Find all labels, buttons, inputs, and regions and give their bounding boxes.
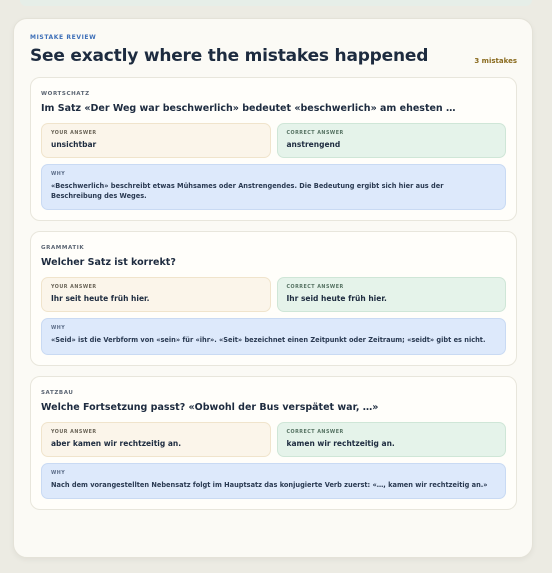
mistake-card	[30, 77, 517, 221]
mistake-card	[30, 376, 517, 510]
correct-answer-value: anstrengend	[286, 140, 341, 149]
why-label: WHY	[51, 326, 66, 332]
your-answer-box	[41, 422, 271, 457]
correct-answer-label: CORRECT ANSWER	[286, 429, 344, 435]
your-answer-value: unsichtbar	[51, 140, 97, 149]
your-answer-label: YOUR ANSWER	[51, 131, 97, 136]
your-answer-value: Ihr seit heute früh hier.	[51, 294, 150, 304]
section-eyebrow: MISTAKE REVIEW	[30, 34, 97, 41]
why-explanation: «Beschwerlich» beschreibt etwas Mühsames oder Anstrengendes. Die Bedeutung ergibt sich hier aus der Beschreibung des Weges.	[51, 182, 444, 201]
your-answer-label: YOUR ANSWER	[51, 285, 97, 291]
why-box	[41, 463, 506, 499]
top-strip	[20, 0, 532, 6]
answers-row	[41, 123, 506, 158]
mistake-question: Welcher Satz ist korrekt?	[41, 257, 176, 269]
why-box	[41, 318, 506, 354]
mistake-category: SATZBAU	[41, 389, 74, 396]
correct-answer-value: Ihr seid heute früh hier.	[286, 294, 387, 304]
answers-row	[41, 277, 506, 312]
mistake-question: Im Satz «Der Weg war beschwerlich» bedeutet «beschwerlich» am ehesten …	[41, 103, 456, 114]
mistake-question: Welche Fortsetzung passt? «Obwohl der Bus verspätet war, …»	[41, 401, 379, 413]
why-label: WHY	[51, 470, 66, 476]
correct-answer-label: CORRECT ANSWER	[286, 285, 344, 291]
your-answer-box	[41, 277, 271, 312]
answers-row	[41, 422, 506, 457]
your-answer-value: aber kamen wir rechtzeitig an.	[51, 438, 182, 448]
mistake-category: WORTSCHATZ	[41, 91, 90, 97]
correct-answer-value: kamen wir rechtzeitig an.	[286, 438, 395, 448]
correct-answer-box	[277, 422, 507, 457]
why-explanation: Nach dem vorangestellten Nebensatz folgt im Hauptsatz das konjugierte Verb zuerst: «…, kamen wir rechtzeitig an.»	[51, 480, 488, 489]
why-box	[41, 164, 506, 210]
mistake-card	[30, 231, 517, 365]
your-answer-label: YOUR ANSWER	[51, 429, 97, 435]
page-title: See exactly where the mistakes happened	[30, 46, 429, 66]
mistake-count-badge: 3 mistakes	[474, 57, 517, 65]
correct-answer-label: CORRECT ANSWER	[286, 131, 344, 136]
mistake-review-panel	[13, 18, 533, 558]
why-explanation: «Seid» ist die Verbform von «sein» für «ihr». «Seit» bezeichnet einen Zeitpunkt oder Zeitraum; «seidt» gibt es nicht.	[51, 336, 486, 345]
correct-answer-box	[277, 123, 507, 158]
your-answer-box	[41, 123, 271, 158]
correct-answer-box	[277, 277, 507, 312]
mistake-category: GRAMMATIK	[41, 245, 85, 252]
title-row	[30, 46, 517, 66]
why-label: WHY	[51, 172, 66, 177]
